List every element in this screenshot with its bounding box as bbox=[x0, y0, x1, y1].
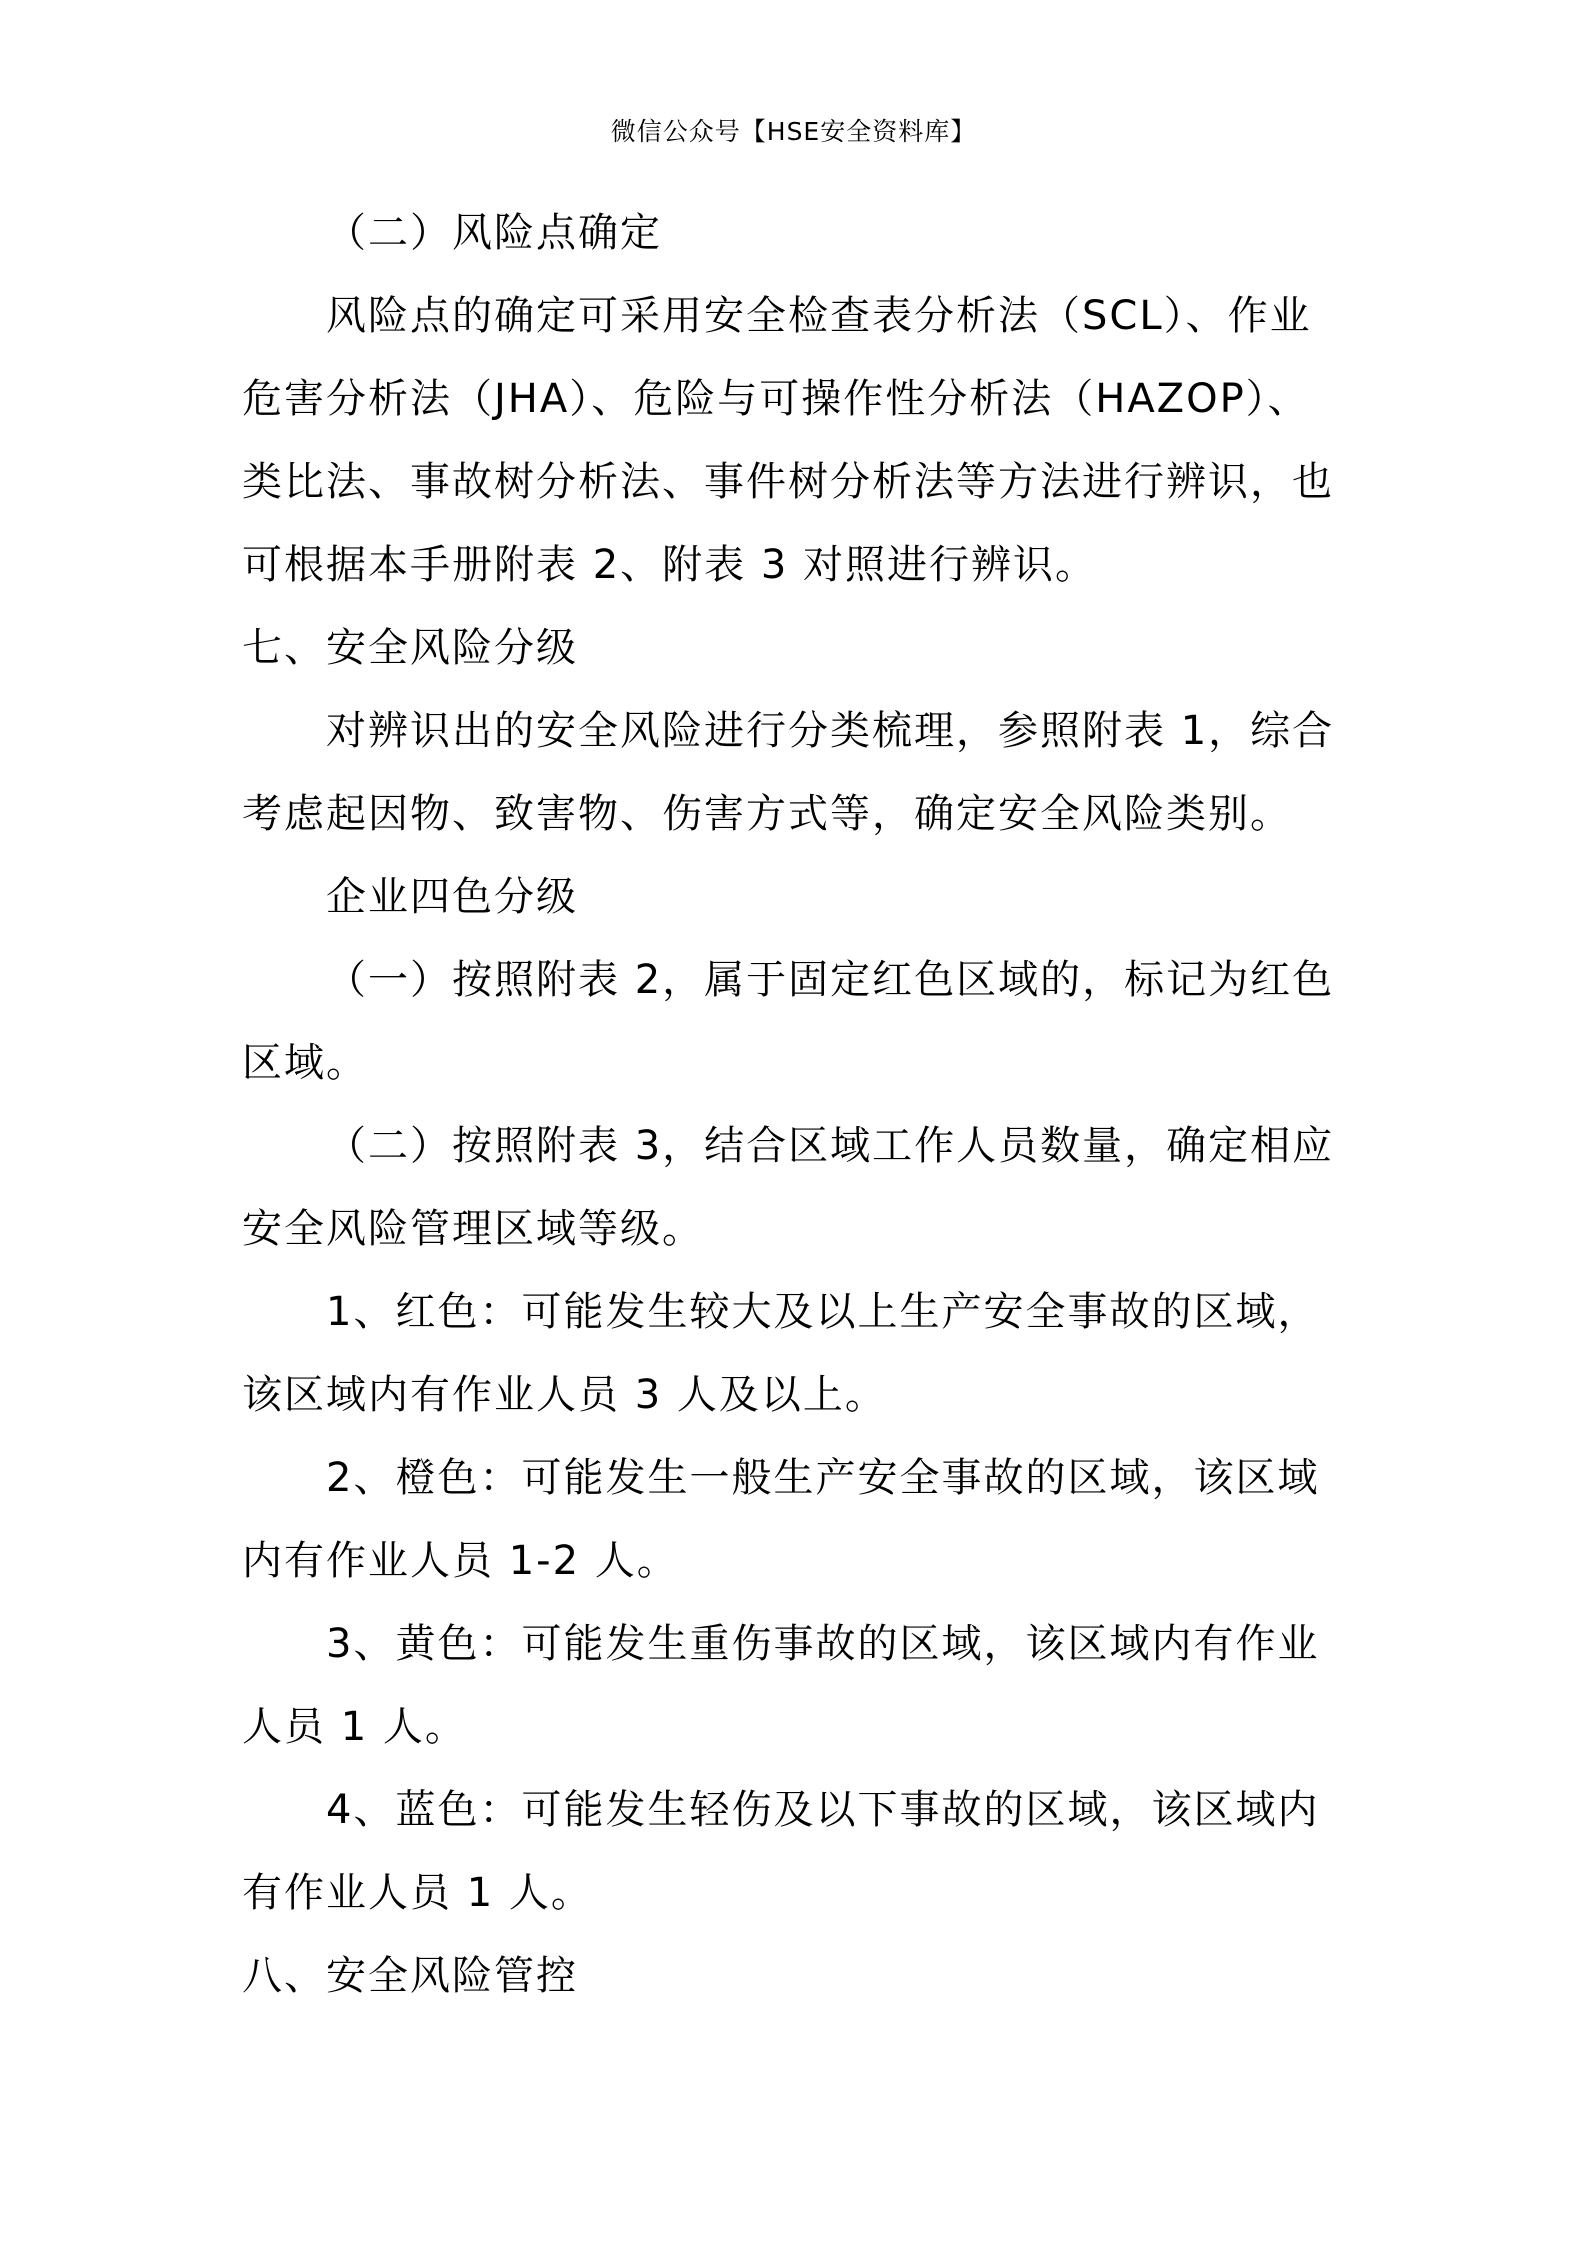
subsection-title-risk-point: （二）风险点确定 bbox=[326, 210, 662, 256]
paragraph-red-level: 1、红色：可能发生较大及以上生产安全事故的区域，该区域内有作业人员 3 人及以上。 bbox=[242, 1289, 1320, 1418]
paragraph-blue-level: 4、蓝色：可能发生轻伤及以下事故的区域，该区域内有作业人员 1 人。 bbox=[242, 1787, 1320, 1916]
document-body bbox=[242, 192, 1346, 2018]
paragraph-yellow-level: 3、黄色：可能发生重伤事故的区域，该区域内有作业人员 1 人。 bbox=[242, 1621, 1320, 1750]
paragraph-orange-level: 2、橙色：可能发生一般生产安全事故的区域，该区域内有作业人员 1-2 人。 bbox=[242, 1455, 1320, 1584]
section-heading-risk-grading: 七、安全风险分级 bbox=[242, 625, 578, 671]
section-heading-risk-control: 八、安全风险管控 bbox=[242, 1953, 578, 1999]
paragraph-risk-classification: 对辨识出的安全风险进行分类梳理，参照附表 1，综合考虑起因物、致害物、伤害方式等，确定安全风险类别。 bbox=[242, 708, 1335, 837]
page-header: 微信公众号【HSE安全资料库】 bbox=[610, 117, 977, 146]
paragraph-item-one: （一）按照附表 2，属于固定红色区域的，标记为红色区域。 bbox=[242, 957, 1335, 1086]
paragraph-four-color-grading: 企业四色分级 bbox=[326, 874, 578, 920]
paragraph-risk-point-methods: 风险点的确定可采用安全检查表分析法（SCL）、作业危害分析法（JHA）、危险与可操作性分析法（HAZOP）、类比法、事故树分析法、事件树分析法等方法进行辨识，也可根据本手册附表 2、附表 3 对照进行辨识。 bbox=[242, 293, 1334, 588]
paragraph-item-two: （二）按照附表 3，结合区域工作人员数量，确定相应安全风险管理区域等级。 bbox=[242, 1123, 1335, 1252]
